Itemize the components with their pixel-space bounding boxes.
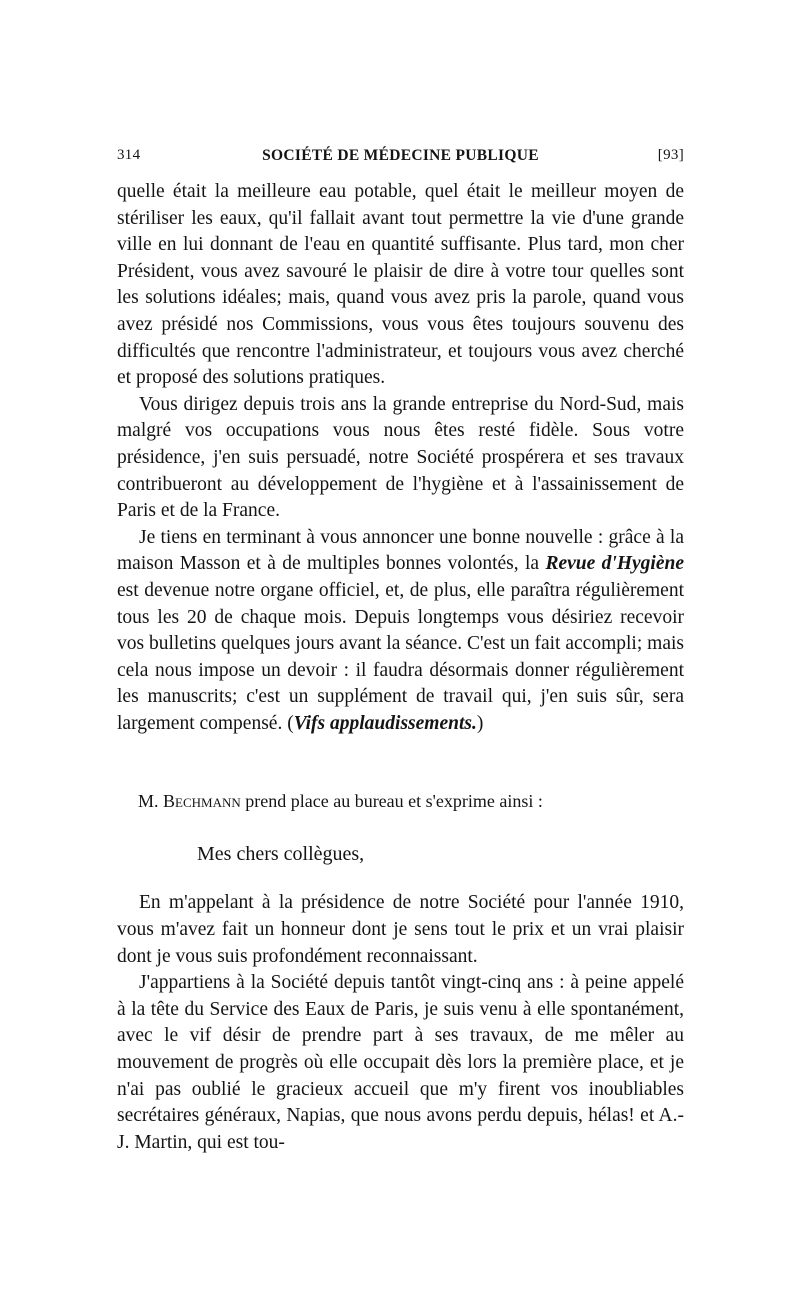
bracket-page-reference: [93] xyxy=(657,147,684,163)
paragraph-continued: quelle était la meilleure eau potable, quel était le meilleur moyen de stériliser les eaux, qu'il fallait avant tout permettre la vie d'une grande ville en lui donnant de l'eau en quantité suffisante. Plus tard, mon cher Président, vous avez savouré le plaisir de dire à votre tour quelles sont les solutions idéales; mais, quand vous avez pris la parole, quand vous avez présidé nos Commissions, vous vous êtes toujours souvenu des difficultés que rencontre l'administrateur, et toujours vous avez cherché et proposé des solutions pratiques. xyxy=(117,181,684,389)
page-number: 314 xyxy=(117,147,141,163)
running-header xyxy=(117,143,684,169)
running-title: SOCIÉTÉ DE MÉDECINE PUBLIQUE xyxy=(262,147,539,164)
speech-paragraph-2: J'appartiens à la Société depuis tantôt vingt-cinq ans : à peine appelé à la tête du Service des Eaux de Paris, je suis venu à elle spontanément, avec le vif désir de prendre part à ses travaux, de me mêler au mouvement de progrès où elle occupait dès lors la première place, et je n'ai pas oublié le gracieux accueil que m'y firent vos inoubliables secrétaires généraux, Napias, que nous avons perdu depuis, hélas! et A.-J. Martin, qui est tou- xyxy=(117,972,684,1153)
intro-prefix: M. xyxy=(138,791,164,812)
book-page xyxy=(117,143,684,1156)
journal-name: Revue d'Hygiène xyxy=(545,553,684,575)
paragraph-nord-sud: Vous dirigez depuis trois ans la grande entreprise du Nord-Sud, mais malgré vos occupations vous nous êtes resté fidèle. Sous votre présidence, j'en suis persuadé, notre Société prospérera et ses travaux contribueront au développement de l'hygiène et à l'assainissement de Paris et de la France. xyxy=(117,393,684,522)
announcement-text-2: est devenue notre organe officiel, et, de plus, elle paraîtra régulièrement tous les 20 de chaque mois. Depuis longtemps vous désiriez recevoir vos bulletins quelques jours avant la séance. C'est un fait accompli; mais cela nous impose un devoir : il faudra désormais donner régulièrement les manuscrits; c'est un supplément de travail qui, j'en suis sûr, sera largement compensé. ( xyxy=(117,579,684,734)
intro-rest: prend place au bureau et s'exprime ainsi : xyxy=(240,791,543,812)
speech-paragraph-1: En m'appelant à la présidence de notre Société pour l'année 1910, vous m'avez fait un honneur dont je sens tout le prix et un vrai plaisir dont je vous suis profondément reconnaissant. xyxy=(117,892,684,967)
speaker-intro xyxy=(117,791,684,812)
paragraph-announcement xyxy=(117,525,684,738)
body-text xyxy=(117,179,684,737)
announcement-text-3: ) xyxy=(476,712,484,734)
applause-note: Vifs applaudissements. xyxy=(293,712,477,734)
speaker-name: Bechmann xyxy=(163,791,241,812)
announcement-text-1: Je tiens en terminant à vous annoncer une bonne nouvelle : grâce à la maison Masson et à de multiples bonnes volontés, la xyxy=(117,526,684,575)
speech-text xyxy=(117,890,684,1156)
salutation: Mes chers collègues, xyxy=(197,843,365,866)
